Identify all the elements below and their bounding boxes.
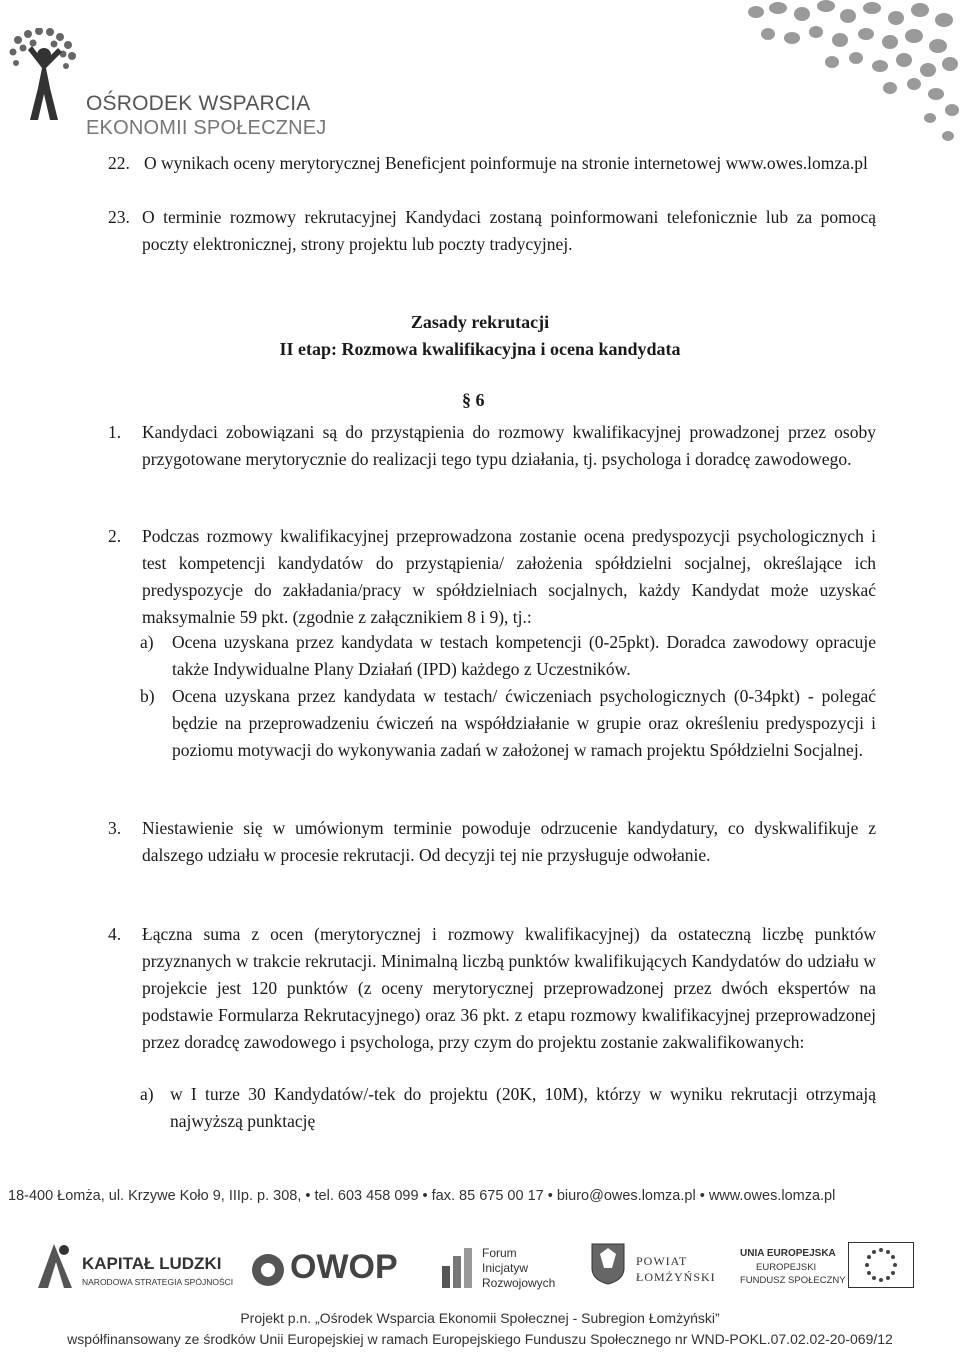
sub-item-letter: a): [140, 1084, 154, 1104]
list-item: [108, 523, 876, 631]
item-text: O wynikach oceny merytorycznej Beneficjent poinformuje na stronie internetowej www.owes.lomza.pl: [144, 153, 868, 173]
list-item: [108, 921, 876, 1056]
footer-logos: [0, 1232, 960, 1312]
item-text: Kandydaci zobowiązani są do przystąpienia do rozmowy kwalifikacyjnej prowadzonej przez osoby przygotowane merytorycznie do realizacji tego typu działania, tj. psychologa i doradcę zawodowego.: [142, 422, 876, 469]
owes-logo: [8, 28, 327, 140]
kapital-ludzki-icon: [34, 1240, 76, 1292]
section-title: Zasady rekrutacji: [410, 312, 550, 332]
item-text: Podczas rozmowy kwalifikacyjnej przeprowadzona zostanie ocena predyspozycji psychologicznych i test kompetencji kandydatów do przystąpienia/ założenia spółdzielni socjalnej, określające ich predyspozycje do zakładania/pracy w spółdzielniach socjalnych, każdy Kandydat może uzyskać maksymalnie 59 pkt. (zgodnie z załącznikiem 8 i 9), tj.:: [142, 526, 876, 627]
ue-line2: EUROPEJSKI: [756, 1262, 817, 1273]
owop-text: OWOP: [290, 1248, 398, 1286]
sub-item-text: Ocena uzyskana przez kandydata w testach/ ćwiczeniach psychologicznych (0-34pkt) - polegać będzie na przeprowadzeniu ćwiczeń na współdziałanie w grupie oraz określeniu predyspozycji i poziomu motywacji do wykonywania zadań w założonej w ramach projektu Spółdzielni Socjalnej.: [172, 686, 876, 760]
footer-cofinance: współfinansowany ze środków Unii Europejskiej w ramach Europejskiego Funduszu Społecznego nr WND-POKL.07.02.02-20-069/12: [67, 1331, 893, 1347]
item-number: 1.: [108, 422, 122, 442]
sub-item-letter: a): [140, 632, 154, 652]
eu-flag-icon: [848, 1242, 914, 1288]
powiat-line2: ŁOMŻYŃSKI: [636, 1270, 716, 1284]
org-name-line1: OŚRODEK WSPARCIA: [86, 92, 311, 115]
sub-list-item: [140, 1081, 876, 1135]
forum-line3: Rozwojowych: [482, 1276, 556, 1290]
ue-line3: FUNDUSZ SPOŁECZNY: [740, 1275, 846, 1286]
item-text: Łączna suma z ocen (merytorycznej i rozmowy kwalifikacyjnej) da ostateczną liczbę punktów przyznanych w trakcie rekrutacji. Minimalną liczbą punktów kwalifikujących Kandydatów do udziału w projekcie jest 120 punktów (z oceny merytorycznej przeprowadzonej przez dwóch ekspertów na podstawie Formularza Rekrutacyjnego) oraz 36 pkt. z etapu rozmowy kwalifikacyjnej przeprowadzonej przez doradcę zawodowego i psychologa, przy czym do projektu zostanie zakwalifikowanych:: [142, 924, 876, 1052]
forum-icon: [440, 1246, 474, 1290]
item-number: 2.: [108, 526, 122, 546]
item-number: 4.: [108, 924, 122, 944]
item-number: 3.: [108, 818, 122, 838]
forum-line2: Inicjatyw: [482, 1261, 529, 1275]
ue-line1: UNIA EUROPEJSKA: [740, 1248, 836, 1259]
powiat-line1: POWIAT: [636, 1254, 688, 1268]
sub-list-item: [140, 683, 876, 764]
sub-item-letter: b): [140, 686, 155, 706]
item-number: 22.: [108, 153, 130, 173]
powiat-crest-icon: [590, 1242, 626, 1286]
list-item: [108, 150, 876, 177]
list-item: [108, 815, 876, 869]
owes-emblem-icon: [8, 28, 88, 128]
list-item: [108, 419, 876, 473]
kapital-ludzki-title: KAPITAŁ LUDZKI: [82, 1254, 222, 1273]
footer-project: Projekt p.n. „Ośrodek Wsparcia Ekonomii Społecznej - Subregion Łomżyński”: [240, 1310, 720, 1326]
sub-list-item: [140, 629, 876, 683]
sub-item-text: w I turze 30 Kandydatów/-tek do projektu (20K, 10M), którzy w wyniku rekrutacji otrzymają najwyższą punktację: [170, 1084, 876, 1131]
forum-line1: Forum: [482, 1246, 517, 1260]
item-number: 23.: [108, 207, 130, 227]
section-subtitle: II etap: Rozmowa kwalifikacyjna i ocena kandydata: [279, 339, 681, 359]
org-name-line2: EKONOMII SPOŁECZNEJ: [86, 117, 327, 139]
item-text: O terminie rozmowy rekrutacyjnej Kandydaci zostaną poinformowani telefonicznie lub za pomocą poczty elektronicznej, strony projektu lub poczty tradycyjnej.: [142, 207, 876, 254]
footer-contact: 18-400 Łomża, ul. Krzywe Koło 9, IIIp. p. 308, • tel. 603 458 099 • fax. 85 675 00 17 • biuro@owes.lomza.pl • www.owes.lomza.pl: [8, 1188, 836, 1204]
decorative-dots-icon: [720, 0, 960, 160]
owop-icon: [250, 1252, 286, 1288]
paragraph-symbol: § 6: [462, 390, 485, 410]
list-item: [108, 204, 876, 258]
kapital-ludzki-subtitle: NARODOWA STRATEGIA SPÓJNOŚCI: [82, 1277, 234, 1287]
item-text: Niestawienie się w umówionym terminie powoduje odrzucenie kandydatury, co dyskwalifikuje z dalszego udziału w procesie rekrutacji. Od decyzji tej nie przysługuje odwołanie.: [142, 818, 876, 865]
sub-item-text: Ocena uzyskana przez kandydata w testach kompetencji (0-25pkt). Doradca zawodowy opracuje także Indywidualne Plany Działań (IPD) każdego z Uczestników.: [172, 632, 876, 679]
